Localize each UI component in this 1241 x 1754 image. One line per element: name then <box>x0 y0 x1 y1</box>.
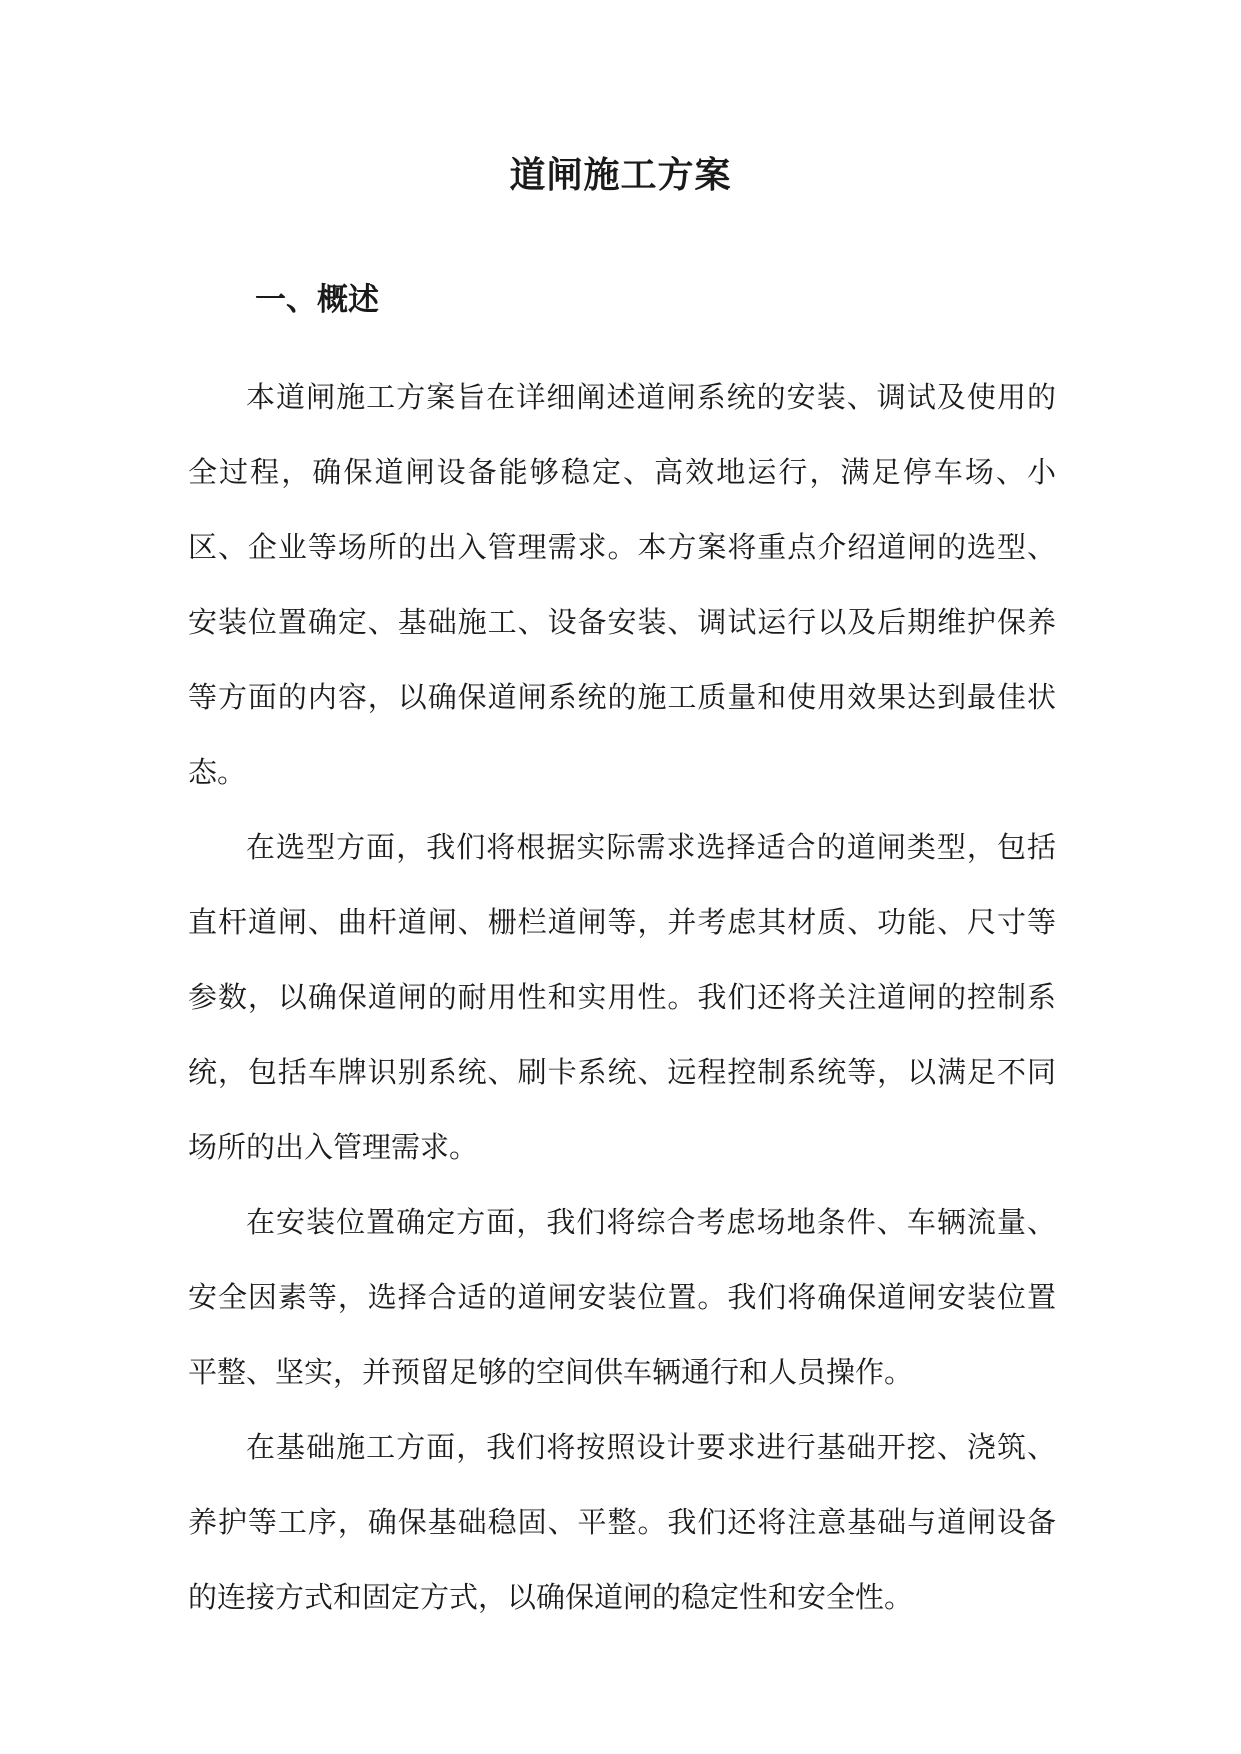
paragraph: 在安装位置确定方面，我们将综合考虑场地条件、车辆流量、安全因素等，选择合适的道闸安装位置。我们将确保道闸安装位置平整、坚实，并预留足够的空间供车辆通行和人员操作。 <box>188 1205 1056 1389</box>
document-title: 道闸施工方案 <box>509 154 732 196</box>
paragraph: 在基础施工方面，我们将按照设计要求进行基础开挖、浇筑、养护等工序，确保基础稳固、平整。我们还将注意基础与道闸设备的连接方式和固定方式，以确保道闸的稳定性和安全性。 <box>188 1430 1056 1614</box>
document-body <box>188 360 1056 1635</box>
paragraph: 在选型方面，我们将根据实际需求选择适合的道闸类型，包括直杆道闸、曲杆道闸、栅栏道闸等，并考虑其材质、功能、尺寸等参数，以确保道闸的耐用性和实用性。我们还将关注道闸的控制系统，包括车牌识别系统、刷卡系统、远程控制系统等，以满足不同场所的出入管理需求。 <box>188 830 1056 1164</box>
paragraph: 本道闸施工方案旨在详细阐述道闸系统的安装、调试及使用的全过程，确保道闸设备能够稳定、高效地运行，满足停车场、小区、企业等场所的出入管理需求。本方案将重点介绍道闸的选型、安装位置确定、基础施工、设备安装、调试运行以及后期维护保养等方面的内容，以确保道闸系统的施工质量和使用效果达到最佳状态。 <box>188 380 1056 789</box>
section-heading: 一、概述 <box>255 282 379 318</box>
